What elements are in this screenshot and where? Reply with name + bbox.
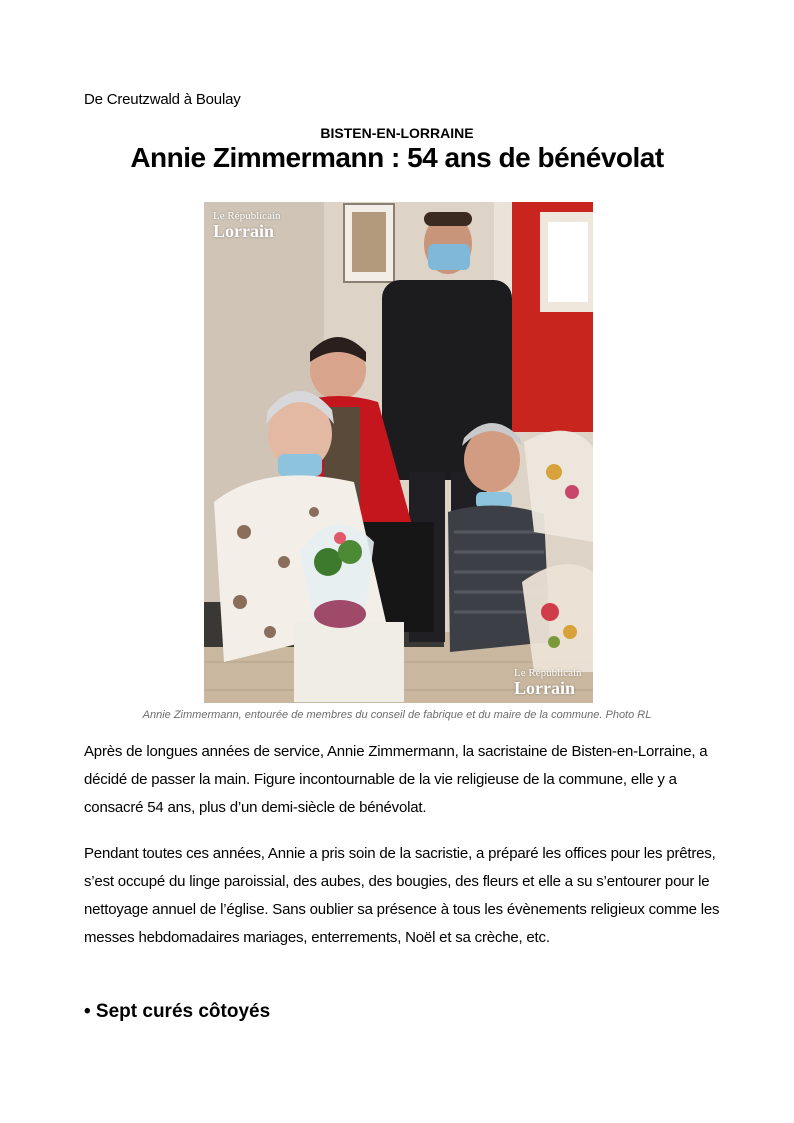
article-kicker: BISTEN-EN-LORRAINE [320,125,474,141]
article-paragraph: Après de longues années de service, Annie Zimmermann, la sacristaine de Bisten-en-Lorraine, a décidé de passer la main. Figure incontournable de la vie religieuse de la commune, elle y a consacré 54 ans, plus d’un demi-siècle de bénévolat. [84,743,708,816]
photo-watermark-bottom [514,668,582,697]
watermark-line-1: Le Républicain [213,210,281,222]
watermark-line-1: Le Républicain [514,667,582,679]
photo-watermark-top [213,211,281,240]
article-subheading: • Sept curés côtoyés [84,1001,271,1022]
article-title: Annie Zimmermann : 54 ans de bénévolat [130,142,664,173]
photo-caption: Annie Zimmermann, entourée de membres du conseil de fabrique et du maire de la commune. Photo RL [142,709,652,721]
article-photo [204,202,593,703]
watermark-line-2: Lorrain [213,221,274,241]
section-rubric: De Creutzwald à Boulay [84,91,241,108]
photo-illustration [204,202,593,703]
watermark-line-2: Lorrain [514,678,575,698]
article-paragraph: Pendant toutes ces années, Annie a pris soin de la sacristie, a préparé les offices pour les prêtres, s’est occupé du linge paroissial, des aubes, des bougies, des fleurs et elle a su s’entourer pour le nettoyage annuel de l’église. Sans oublier sa présence à tous les évènements religieux comme les messes hebdomadaires mariages, enterrements, Noël et sa crèche, etc. [84,845,720,946]
